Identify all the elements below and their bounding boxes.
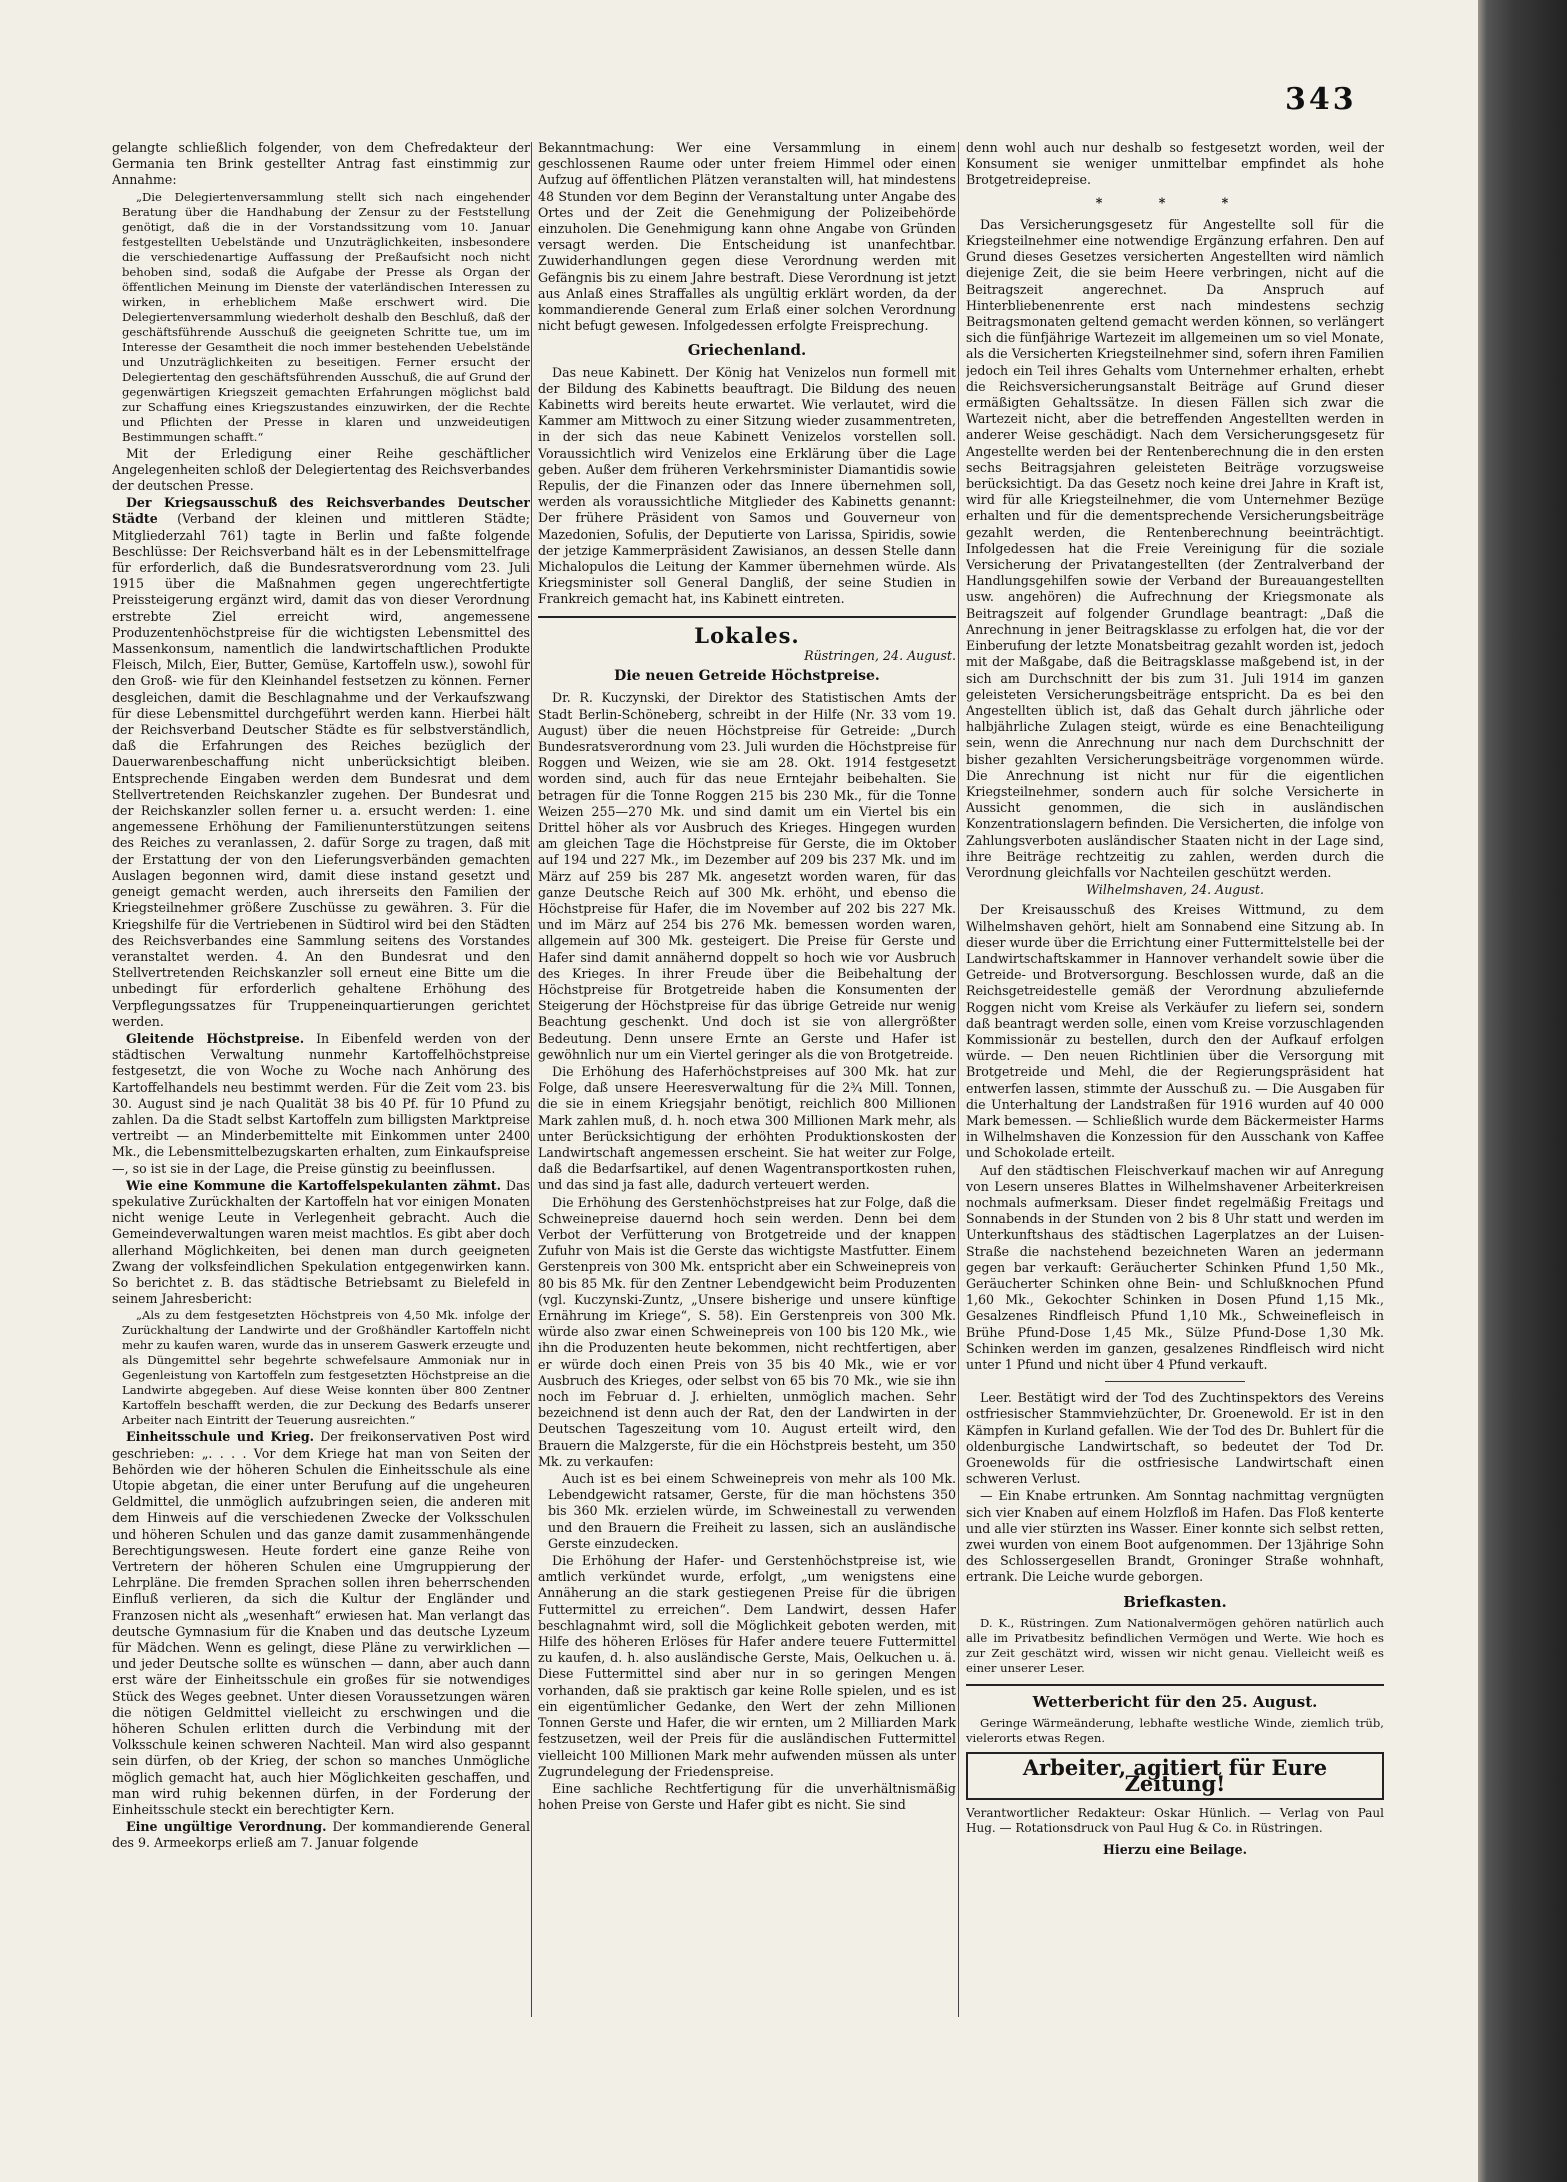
quote-text: „Als zu dem festgesetzten Höchstpreis von 4,50 Mk. infolge der Zurückhaltung der Landwirte und der Großhändler Kartoffeln nicht mehr zu kaufen waren, wurde das in unserem Gaswerk erzeugte und als Düngemittel sehr begehrte schwefelsaure Ammoniak nur in Gegenleistung von Kartoffeln zum festgesetzten Höchstpreise an die Landwirte abgegeben. Auf diese Weise konnten über 800 Zentner Kartoffeln beschafft werden, die zur Deckung des Bedarfs unserer Arbeiter nach Eintritt der Teuerung ausreichten.“ — [122, 1308, 530, 1428]
article-text: Bekanntmachung: Wer eine Versammlung in einem geschlossenen Raume oder unter freiem Himmel oder einen Aufzug auf öffentlichen Plätzen veranstalten will, hat mindestens 48 Stunden vor dem Beginn der Veranstaltung unter Angabe des Ortes und der Zeit die Genehmigung der Polizeibehörde einzuholen. Die Genehmigung kann ohne Angabe von Gründen versagt werden. Die Entscheidung ist unanfechtbar. Zuwiderhandlungen gegen diese Verordnung werden mit Gefängnis bis zu einem Jahre bestraft. Diese Verordnung ist jetzt aus Anlaß eines Straffalles als ungültig erklärt worden, da der kommandierende General zum Erlaß einer solchen Verordnung nicht befugt gewesen. Infolgedessen erfolgte Freisprechung. — [538, 140, 956, 334]
imprint: Verantwortlicher Redakteur: Oskar Hünlich. — Verlag von Paul Hug. — Rotationsdruck von Paul Hug & Co. in Rüstringen. — [966, 1806, 1384, 1836]
article-text: Das Versicherungsgesetz für Angestellte soll für die Kriegsteilnehmer eine notwendige Ergänzung erfahren. Den auf Grund dieses Gesetzes versicherten Angestellten wird nämlich diejenige Zeit, die sie beim Heere verbringen, nicht auf die Beitragszeit angerechnet. Da Anspruch auf Hinterbliebenenrente erst nach mindestens sechzig Beitragsmonaten geltend gemacht werden können, so verlängert sich die fünfjährige Wartezeit im allgemeinen um so viel Monate, als die Versicherten Kriegsteilnehmer sind, sofern ihren Familien jedoch ein Teil ihres Gehalts vom Unternehmer erhalten, erhebt die Reichsversicherungsanstalt Beiträge auf Grund dieser ermäßigten Gehaltssätze. In diesen Fällen sich zwar die Wartezeit nicht, aber die betreffenden Angestellten werden in anderer Weise geschädigt. Nach dem Versicherungsgesetz für Angestellte werden bei der Rentenberechnung die in den ersten sechs Beitragsjahren geleisteten Beiträge vorzugsweise berücksichtigt. Da das Gesetz noch keine drei Jahre in Kraft ist, wird für alle Kriegsteilnehmer, die vom Unternehmer Bezüge erhalten und für die dementsprechende Versicherungsbeiträge gezahlt werden, die Rentenberechnung beeinträchtigt. Infolgedessen hat die Freie Vereinigung für die soziale Versicherung der Privatangestellten (der Zentralverband der Handlungsgehilfen sowie der Verband der Bureauangestellten usw. angehören) die Aufrechnung der Kriegsmonate als Beitragszeit auf folgender Grundlage beantragt: „Daß die Anrechnung in jener Beitragsklasse zu erfolgen hat, die vor der Einberufung der letzte Monatsbeitrag gezahlt worden ist, jedoch mit der Maßgabe, daß die Beitragsklasse maßgebend ist, in der sich am Durchschnitt der bis zum 31. Juli 1914 im ganzen geleisteten Versicherungsbeiträge entspricht. Da es bei den Angestellten üblich ist, daß das Gehalt durch jährliche oder halbjährliche Zulagen steigt, würde es eine Benachteiligung sein, wenn die Anrechnung nur nach dem Durchschnitt der bisher gezahlten Versicherungsbeiträge vorgenommen würde. Die Anrechnung ist nicht nur für die eigentlichen Kriegsteilnehmer, sondern auch für solche Versicherte in Aussicht genommen, die sich in ausländischen Konzentrationslagern befinden. Die Versicherten, die infolge von Zahlungsverboten ausländischer Staaten nicht in der Lage sind, ihre Beiträge rechtzeitig zu zahlen, werden durch die Verordnung gleichfalls vor Nachteilen geschützt werden. — [966, 216, 1384, 880]
slogan-box: Arbeiter, agitiert für Eure Zeitung! — [966, 1752, 1384, 1800]
article-text: Auf den städtischen Fleischverkauf machen wir auf Anregung von Lesern unseres Blattes in Wilhelmshavener Arbeiterkreisen nochmals aufmerksam. Dieser findet regelmäßig Freitags und Sonnabends in der Stunden von 2 bis 8 Uhr statt und werden im Unterkunftshaus des städtischen Lagerplatzes an der Luisen-Straße die nachstehend bezeichneten Waren an jedermann gegen bar verkauft: Geräucherter Schinken Pfund 1,50 Mk., Geräucherter Schinken ohne Bein- und Schlußknochen Pfund 1,60 Mk., Gekochter Schinken in Dosen Pfund 1,15 Mk., Gesalzenes Rindfleisch Pfund 1,10 Mk., Schweinefleisch in Brühe Pfund-Dose 1,45 Mk., Sülze Pfund-Dose 1,30 Mk. Schinken werden im ganzen, gesalzenes Rindfleisch wird nicht unter 1 Pfund und nicht über 4 Pfund verkauft. — [966, 1162, 1384, 1373]
article-text: Das spekulative Zurückhalten der Kartoffeln hat vor einigen Monaten nicht wenige Leute in Verlegenheit gebracht. Auch die Gemeindeverwaltungen waren meist machtlos. Es gibt aber doch allerhand Möglichkeiten, bei denen man durch geeigneten Zwang der volksfeindlichen Spekulation entgegenwirken kann. So berichtet z. B. das städtische Betriebsamt zu Bielefeld in seinem Jahresbericht: — [112, 1177, 530, 1307]
section-divider — [538, 616, 956, 618]
weather-text: Geringe Wärmeänderung, lebhafte westliche Winde, ziemlich trüb, vielerorts etwas Regen. — [966, 1716, 1384, 1746]
article-text: D. K., Rüstringen. Zum Nationalvermögen gehören natürlich auch alle im Privatbesitz befindlichen Vermögen und Werte. Wie hoch es zur Zeit geschätzt wird, wissen wir nicht genau. Vielleicht weiß es einer unserer Leser. — [966, 1615, 1384, 1675]
weather-heading: Wetterbericht für den 25. August. — [1032, 1692, 1318, 1711]
article-text: (Verband der kleinen und mittleren Städte; Mitgliederzahl 761) tagte in Berlin und faßte folgende Beschlüsse: Der Reichsverband hält es in der Lebensmittelfrage für erforderlich, daß die Bundesratsverordnung vom 23. Juli 1915 über die Maßnahmen gegen ungerechtfertigte Preissteigerung ergänzt wird, damit das von dieser Verordnung erstrebte Ziel erreicht wird, angemessene Produzentenhöchstpreise für die wichtigsten Lebensmittel des Massenkonsum, namentlich die landwirtschaftlichen Produkte Fleisch, Milch, Eier, Butter, Gemüse, Kartoffeln usw.), sowohl für den Groß- wie für den Kleinhandel festsetzen zu können. Ferner desgleichen, damit die Beschlagnahme und der Verkaufszwang für diese Lebensmittel durchgeführt werden kann. Hierbei hält der Reichsverband Deutscher Städte es für selbstverständlich, daß die Erfahrungen des Reiches bezüglich der Dauerwarenbeschaffung nicht unberücksichtigt bleiben. Entsprechende Eingaben werden dem Bundesrat und dem Stellvertretenden Reichskanzler zugehen. Der Bundesrat und der Reichskanzler sollen ferner u. a. ersucht werden: 1. eine angemessene Erhöhung der Familienunterstützungen seitens des Reiches zu veranlassen, 2. dafür Sorge zu tragen, daß mit der Erstattung der von den Lieferungsverbänden gemachten Auslagen begonnen wird, damit diese instand gesetzt und geneigt gemacht werden, auch ihrerseits den Familien der Kriegsteilnehmer größere Zuschüsse zu gewähren. 3. Für die Kriegshilfe für die Vertriebenen in Südtirol wird bei den Städten des Reichsverbandes eine Sammlung seitens des Vorstandes veranstaltet werden. 4. An den Bundesrat und den Stellvertretenden Reichskanzler soll erneut eine Bitte um die unbedingt für erforderlich gehaltene Erhöhung des Verpflegungssatzes für Truppeneinquartierungen gerichtet werden. — [112, 511, 530, 1029]
section-divider — [966, 1684, 1384, 1686]
dateline: Wilhelmshaven, 24. August. — [1085, 882, 1265, 898]
column-left — [112, 140, 530, 2020]
page-number: 343 — [1285, 82, 1357, 117]
column-rule — [531, 142, 532, 2017]
article-text: Das neue Kabinett. Der König hat Venizelos nun formell mit der Bildung des Kabinetts beauftragt. Die Bildung des neuen Kabinetts wird bereits heute erwartet. Wie verlautet, wird die Kammer am Mittwoch zu einer Sitzung wieder zusammentreten, in der sich das neue Kabinett Venizelos vorstellen soll. Voraussichtlich wird Venizelos eine Erklärung über die Lage geben. Außer dem früheren Verkehrsminister Diamantidis sowie Repulis, der die Finanzen oder das Innere übernehmen soll, werden als voraussichtliche Mitglieder des Kabinetts genannt: Der frühere Präsident von Samos und Gouverneur von Mazedonien, Sofulis, der Deputierte von Larissa, Spiridis, sowie der jetzige Kammerpräsident Zawisianos, an dessen Stelle dann Michalopulos die Leitung der Kammer übernehmen würde. Als Kriegsminister soll General Dangliß, der seine Studien in Frankreich gemacht hat, ins Kabinett eintreten. — [538, 364, 956, 607]
article-heading: Der Kriegsausschuß des Reichsverbandes Deutscher Städte — [112, 495, 530, 527]
article-text: — Ein Knabe ertrunken. Am Sonntag nachmittag vergnügten sich vier Knaben auf einem Holzfloß im Hafen. Das Floß kenterte und alle vier stürzten ins Wasser. Einer konnte sich selbst retten, zwei wurden von einem Boot aufgenommen. Der 13jährige Sohn des Schlossergesellen Brandt, Groninger Straße wohnhaft, ertrank. Die Leiche wurde geborgen. — [966, 1488, 1384, 1585]
article-heading: Die neuen Getreide Höchstpreise. — [614, 668, 880, 685]
article-heading: Eine ungültige Verordnung. — [126, 1819, 327, 1835]
section-heading-lokales: Lokales. — [694, 622, 800, 648]
page-edge-shadow — [1478, 0, 1567, 2182]
column-right — [966, 140, 1384, 2020]
article-text: Der kommandierende General des 9. Armeekorps erließ am 7. Januar folgende — [112, 1819, 530, 1851]
article-text: In Eibenfeld werden von der städtischen Verwaltung nunmehr Kartoffelhöchstpreise festgesetzt, die von Woche zu Woche nach Anhörung des Kartoffelhandels neu bestimmt werden. Für die Zeit vom 23. bis 30. August sind je nach Qualität 38 bis 40 Pf. für 10 Pfund zu zahlen. Da die Stadt selbst Kartoffeln zum billigsten Marktpreise vertreibt — an Minderbemittelte mit Einkommen unter 2400 Mk., die Lebensmittelbezugskarten erhalten, zum Einkaufspreise —, so ist sie in der Lage, die Preise günstig zu beeinflussen. — [112, 1030, 530, 1176]
article-text: Die Erhöhung der Hafer- und Gerstenhöchstpreise ist, wie amtlich verkündet wurde, erfolgt, „um wenigstens eine Annäherung an die stark gestiegenen Preise für die übrigen Futtermittel zu erreichen“. Dem Landwirt, dessen Hafer beschlagnahmt wird, soll die Möglichkeit geboten werden, mit Hilfe des höheren Erlöses für Hafer andere teuere Futtermittel zu kaufen, d. h. also ausländische Gerste, Mais, Oelkuchen u. ä. Diese Futtermittel sind aber nur in so geringen Mengen vorhanden, daß sie praktisch gar keine Rolle spielen, und es ist ein eigentümlicher Gedanke, den Wert der zehn Millionen Tonnen Gerste und Hafer, die wir ernten, um 2 Milliarden Mark festzusetzen, weil der Preis für die ausländischen Futtermittel vielleicht 100 Millionen Mark mehr aufwenden müssen als unter Zugrundelegung der Friedenspreise. — [538, 1553, 956, 1779]
article-text: Leer. Bestätigt wird der Tod des Zuchtinspektors des Vereins ostfriesischer Stammviehzüchter, Dr. Groenewold. Er ist in den Kämpfen in Kurland gefallen. Wie der Tod des Dr. Buhlert für die oldenburgische Landwirtschaft, so bedeutet der Tod Dr. Groenewolds für die ostfriesische Landwirtschaft einen schweren Verlust. — [966, 1390, 1384, 1487]
article-heading: Gleitende Höchstpreise. — [126, 1030, 305, 1046]
article-text: Der freikonservativen Post wird geschrieben: „. . . . Vor dem Kriege hat man von Seiten der Behörden wie der höheren Schulen die Einheitsschule als eine Utopie abgetan, die einer unter Berufung auf die ungeheuren Geldmittel, die unmöglich aufzubringen seien, die anderen mit dem Hinweis auf die verschiedenen Zwecke der Volksschulen und höheren Schulen und das ganze damit zusammenhängende Berechtigungswesen. Heute fordert eine ganze Reihe von Vertretern der höheren Schulen eine Umgruppierung der Lehrpläne. Die fremden Sprachen sollen ihren beherrschenden Einfluß verlieren, da sich die Kultur der Engländer und Franzosen nicht als „wesenhaft“ erwiesen hat. Man verlangt das deutsche Gymnasium für die Knaben und das deutsche Lyzeum für Mädchen. Wenn es gelingt, diese Pläne zu verwirklichen — und jeder Deutsche sollte es wünschen — dann, aber auch dann erst wäre der Einheitsschule ein großes für sie notwendiges Stück des Weges geebnet. Unter diesen Voraussetzungen wären die nötigen Geldmittel vielleicht zu erschwingen und die höheren Schulen erlitten durch die Verbindung mit der Volksschule keinen schweren Nachteil. Man wird also gespannt sein dürfen, ob der Krieg, der schon so manches Unmögliche möglich gemacht hat, auch hier Möglichkeiten geschaffen, und man wird ruhig bekennen dürfen, in der Forderung der Einheitsschule steckt ein berechtigter Kern. — [112, 1429, 530, 1818]
separator-stars: * * * — [1095, 194, 1255, 210]
article-text: Die Erhöhung des Gerstenhöchstpreises hat zur Folge, daß die Schweinepreise dauernd hoch sein werden. Denn bei dem Verbot der Verfütterung von Brotgetreide und der knappen Zufuhr von Mais ist die Gerste das wichtigste Mastfutter. Einem Gerstenpreis von 300 Mk. entspricht aber ein Schweinepreis von 80 bis 85 Mk. für den Zentner Lebendgewicht beim Produzenten (vgl. Kuczynski-Zuntz, „Unsere bisherige und unsere künftige Ernährung im Kriege“, S. 58). Ein Gerstenpreis von 300 Mk. würde also zwar einen Schweinepreis von 100 bis 120 Mk., wie ihn die Produzenten heute bekommen, nicht rechtfertigen, aber er würde doch einen Preis von 35 bis 40 Mk., wie er vor Ausbruch des Krieges, oder selbst von 65 bis 70 Mk., wie sie ihn noch im Februar d. J. erhielten, unmöglich machen. Sehr bezeichnend ist denn auch der Rat, den der Landwirten in der Deutschen Tageszeitung vom 10. August erteilt wird, den Brauern die Malzgerste, für die ein Höchstpreis besteht, um 350 Mk. zu verkaufen: — [538, 1194, 956, 1469]
article-text: Eine sachliche Rechtfertigung für die unverhältnismäßig hohen Preise von Gerste und Hafer gibt es nicht. Sie sind — [538, 1780, 956, 1813]
supplement-note: Hierzu eine Beilage. — [1103, 1842, 1247, 1858]
article-text: Der Kreisausschuß des Kreises Wittmund, zu dem Wilhelmshaven gehört, hielt am Sonnabend eine Sitzung ab. In dieser wurde über die Errichtung einer Futtermittelstelle bei der Landwirtschaftskammer in Hannover verhandelt sowie über die Getreide- und Brotversorgung. Beschlossen wurde, daß an die Reichsgetreidestelle gemäß der Verordnung abzuliefernde Roggen nicht vom Kreise als Verkäufer zu liefern sei, sondern daß beantragt werden solle, einen vom Kreise vorzuschlagenden Kommissionär zu bestellen, durch den der Aufkauf erfolgen würde. — Den neuen Richtlinien über die Versorgung mit Brotgetreide und Mehl, die der Regierungspräsident hat entwerfen lassen, stimmte der Ausschuß zu. — Die Ausgaben für die Unterhaltung der Landstraßen für 1916 wurden auf 40 000 Mark bemessen. — Schließlich wurde dem Bäckermeister Harms in Wilhelmshaven die Konzession für den Ausschank von Kaffee und Schokolade erteilt. — [966, 902, 1384, 1161]
article-text: denn wohl auch nur deshalb so festgesetzt worden, weil der Konsument sie weniger unmittelbar empfindet als hohe Brotgetreidepreise. — [966, 140, 1384, 188]
article-text: Mit der Erledigung einer Reihe geschäftlicher Angelegenheiten schloß der Delegiertentag des Reichsverbandes der deutschen Presse. — [112, 445, 530, 494]
article-heading: Wie eine Kommune die Kartoffelspekulanten zähmt. — [126, 1177, 501, 1193]
quote-text: Auch ist es bei einem Schweinepreis von mehr als 100 Mk. Lebendgewicht ratsamer, Gerste, für die man höchstens 350 bis 360 Mk. erzielen würde, im Schweinestall zu verwenden und den Brauern die Freiheit zu lassen, sich an ausländische Gerste einzudecken. — [548, 1471, 956, 1551]
column-rule — [958, 142, 959, 2017]
article-text: Die Erhöhung des Haferhöchstpreises auf 300 Mk. hat zur Folge, daß unsere Heeresverwaltung für die 2¾ Mill. Tonnen, die sie in einem Kriegsjahr benötigt, reichlich 800 Millionen Mark zahlen muß, d. h. noch etwa 300 Millionen Mark mehr, als unter Berücksichtigung der erhöhten Produktionskosten der Landwirtschaft angemessen erscheint. Sie hat weiter zur Folge, daß die Bedarfsartikel, auf denen Wagentransportkosten ruhen, und das sind ja fast alle, dadurch verteuert werden. — [538, 1063, 956, 1193]
quote-text: „Die Delegiertenversammlung stellt sich nach eingehender Beratung über die Handhabung der Zensur zu der Feststellung genötigt, daß die in der Vorstandssitzung vom 10. Januar festgestellten Uebelstände und Unzuträglichkeiten, insbesondere die verschiedenartige Auffassung der Preßaufsicht noch nicht behoben sind, sodaß die Aufgabe der Presse als Organ der öffentlichen Meinung im Dienste der vaterländischen Interessen zu wirken, in erheblichem Maße erschwert wird. Die Delegiertenversammlung wiederholt deshalb den Beschluß, daß der geschäftsführende Ausschuß die geeigneten Schritte tue, um im Interesse der Gesamtheit die noch immer bestehenden Uebelstände und Unzuträglichkeiten zu beseitigen. Ferner ersucht der Delegiertentag den geschäftsführenden Ausschuß, die auf Grund der gegenwärtigen Kriegszeit gemachten Erfahrungen möglichst bald zur Schaffung eines Kriegszustandes einzuwirken, der die Rechte und Pflichten der Presse in klaren und unzweideutigen Bestimmungen schafft.“ — [122, 189, 530, 444]
dateline: Rüstringen, 24. August. — [804, 647, 956, 663]
divider — [1105, 1381, 1245, 1382]
article-heading: Einheitsschule und Krieg. — [126, 1429, 315, 1445]
section-heading-briefkasten: Briefkasten. — [1123, 1592, 1227, 1611]
column-middle — [538, 140, 956, 2020]
article-text: gelangte schließlich folgender, von dem Chefredakteur der Germania ten Brink gestellter Antrag fast einstimmig zur Annahme: — [112, 140, 530, 188]
article-text: Dr. R. Kuczynski, der Direktor des Statistischen Amts der Stadt Berlin-Schöneberg, schreibt in der Hilfe (Nr. 33 vom 19. August) über die neuen Höchstpreise für Getreide: „Durch Bundesratsverordnung vom 23. Juli wurden die Höchstpreise für Roggen und Weizen, wie sie am 28. Okt. 1914 festgesetzt worden sind, auch für das neue Erntejahr beibehalten. Sie betragen für die Tonne Roggen 215 bis 230 Mk., für die Tonne Weizen 255—270 Mk. und sind damit um ein Viertel bis ein Drittel höher als vor Ausbruch des Krieges. Hingegen wurden am gleichen Tage die Höchstpreise für Gerste, die im Oktober auf 194 und 227 Mk., im Dezember auf 209 bis 237 Mk. und im März auf 259 bis 287 Mk. angesetzt worden waren, für das ganze Deutsche Reich auf 300 Mk. erhöht, und ebenso die Höchstpreise für Hafer, die im November auf 202 bis 227 Mk. und im März auf 254 bis 276 Mk. bemessen worden waren, allgemein auf 300 Mk. gesteigert. Die Preise für Gerste und Hafer sind damit annähernd doppelt so hoch wie vor Ausbruch des Krieges. In ihrer Freude über die Beibehaltung der Höchstpreise für Brotgetreide haben die Konsumenten der Steigerung der Höchstpreise für das übrige Getreide nur wenig Beachtung geschenkt. Und doch ist sie von allergrößter Bedeutung. Denn unsere Ernte an Gerste und Hafer ist gewöhnlich nur um ein Viertel geringer als die von Brotgetreide. — [538, 690, 956, 1062]
section-heading-griechenland: Griechenland. — [687, 341, 807, 360]
